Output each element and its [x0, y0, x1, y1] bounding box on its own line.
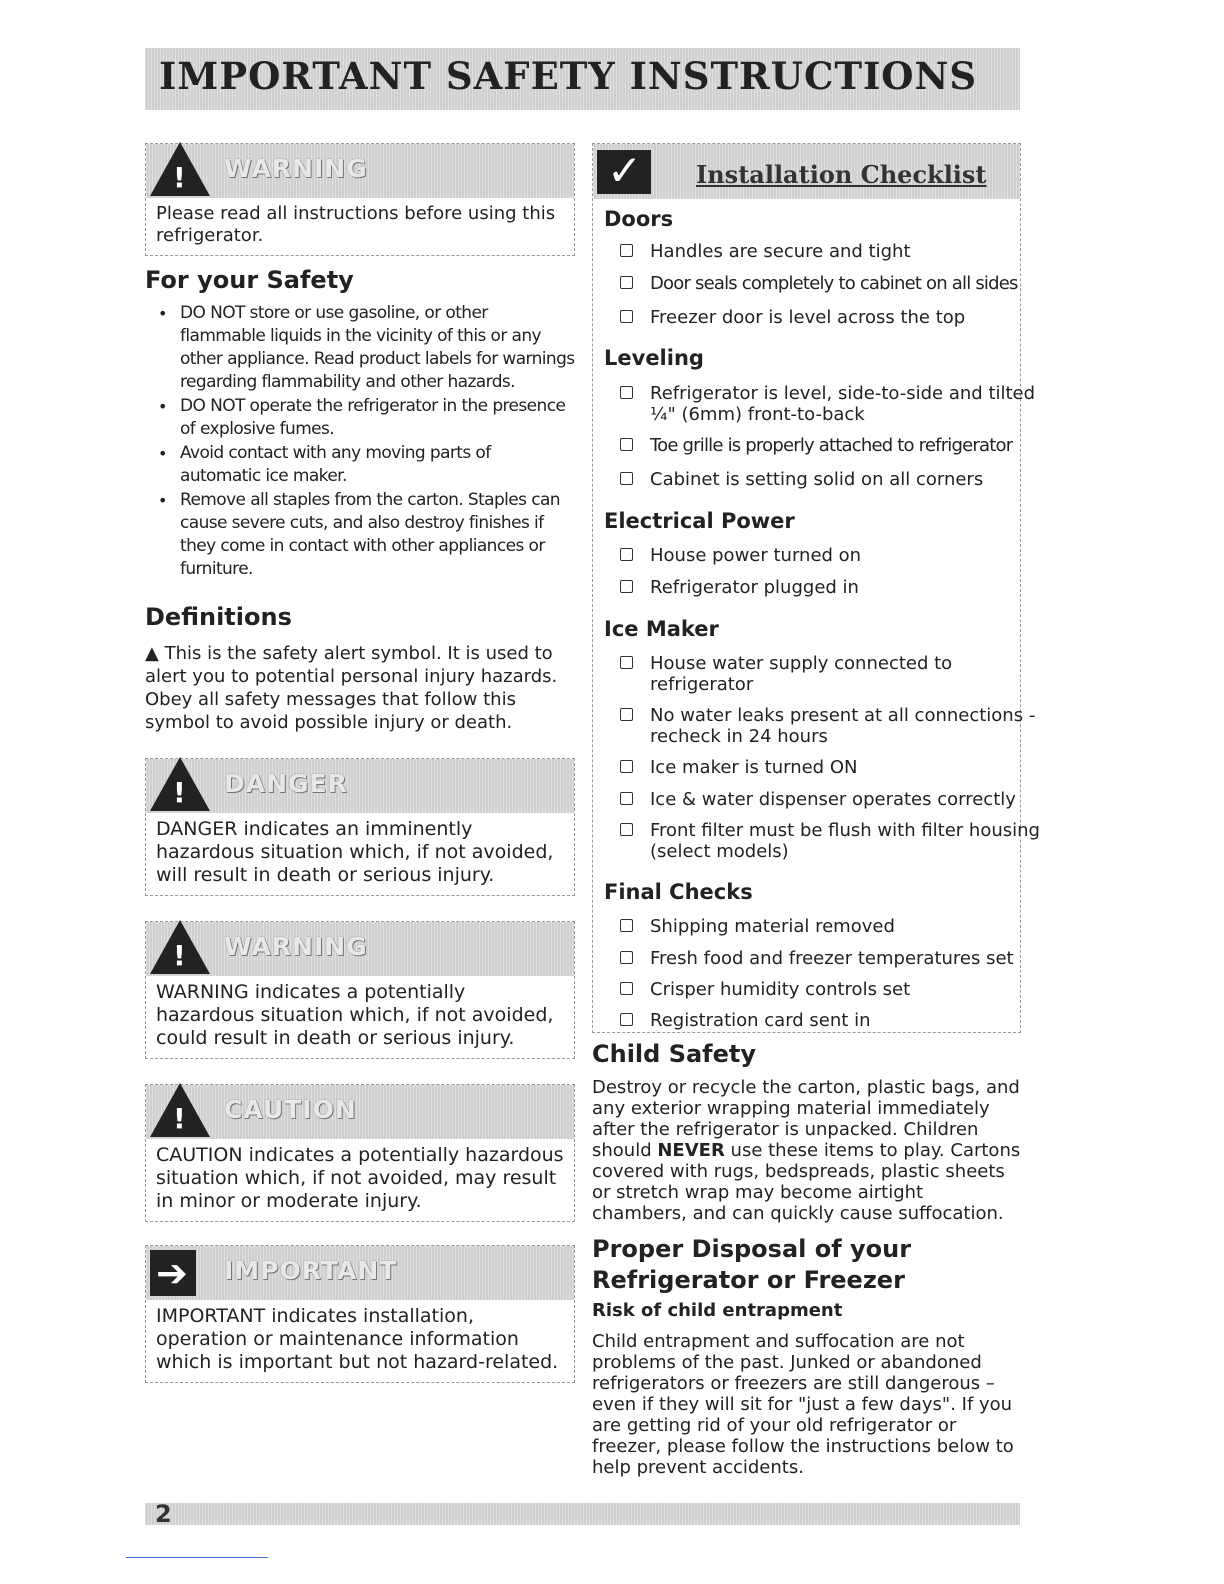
definitions-text: This is the safety alert symbol. It is used to alert you to potential personal injury hazards. Obey all safety messages that follow this symbol to avoid possible injury or death.: [145, 643, 558, 733]
checkbox-icon: [620, 792, 633, 805]
final-checks-heading: Final Checks: [604, 880, 753, 904]
checklist-item: Crisper humidity controls set: [620, 979, 1045, 1000]
checklist-item: No water leaks present at all connections - recheck in 24 hours: [620, 705, 1045, 747]
checkmark-box-icon: ✓: [597, 150, 651, 194]
checkbox-icon: [620, 276, 633, 289]
disposal-heading-line1: Proper Disposal of your: [592, 1235, 912, 1263]
checklist-item: Ice & water dispenser operates correctly: [620, 789, 1045, 810]
exclamation-icon: !: [173, 776, 186, 809]
entrapment-subheading: Risk of child entrapment: [592, 1300, 843, 1321]
page-title: IMPORTANT SAFETY INSTRUCTIONS: [159, 54, 978, 98]
disposal-heading-line2: Refrigerator or Freezer: [592, 1266, 905, 1294]
safety-item: • DO NOT store or use gasoline, or other flammable liquids in the vicinity of this or any other appliance. Read product labels for warnings regarding flammability and other hazards.: [150, 302, 575, 394]
checklist-item: Freezer door is level across the top: [620, 307, 1045, 328]
ice-maker-heading: Ice Maker: [604, 617, 719, 641]
important-text: IMPORTANT indicates installation, operation or maintenance information which is important but not hazard-related.: [156, 1305, 559, 1373]
safety-item: • DO NOT operate the refrigerator in the presence of explosive fumes.: [150, 395, 575, 441]
electrical-heading: Electrical Power: [604, 509, 795, 533]
checklist-item: Shipping material removed: [620, 916, 1045, 937]
important-banner: [146, 1246, 574, 1300]
caution-banner: [146, 1085, 574, 1139]
checklist-item: Handles are secure and tight: [620, 241, 1045, 262]
doors-heading: Doors: [604, 207, 674, 231]
safety-item: • Avoid contact with any moving parts of automatic ice maker.: [150, 442, 575, 488]
checklist-item: Toe grille is properly attached to refrigerator: [620, 435, 1045, 456]
checklist-item: Refrigerator plugged in: [620, 577, 1045, 598]
danger-banner: [146, 759, 574, 813]
safety-heading: For your Safety: [145, 266, 354, 294]
warning-box: [145, 921, 575, 1059]
warning-banner: [146, 144, 574, 198]
leveling-heading: Leveling: [604, 346, 704, 370]
checkbox-icon: [620, 982, 633, 995]
warning-banner: [146, 922, 574, 976]
page-number: 2: [155, 1500, 172, 1528]
checkbox-icon: [620, 580, 633, 593]
caution-text: CAUTION indicates a potentially hazardous situation which, if not avoided, may result in minor or moderate injury.: [156, 1144, 564, 1212]
footer-band: [145, 1500, 1020, 1528]
child-safety-paragraph: Destroy or recycle the carton, plastic bags, and any exterior wrapping material immediately after the refrigerator is unpacked. Children should NEVER use these items to play. Cartons covered with rugs, bedspreads, plastic sheets or stretch wrap may become airtight chambers, and can quickly cause suffocation.: [592, 1077, 1021, 1224]
warning-notice-box: [145, 143, 575, 256]
checklist-item: Door seals completely to cabinet on all sides: [620, 273, 1045, 294]
warning-label: WARNING: [224, 154, 368, 183]
checkbox-icon: [620, 244, 633, 257]
danger-box: [145, 758, 575, 896]
checklist-item: House power turned on: [620, 545, 1045, 566]
warning-definition-text: WARNING indicates a potentially hazardous situation which, if not avoided, could result in death or serious injury.: [156, 981, 554, 1049]
checklist-banner: [593, 144, 1020, 199]
installation-checklist: [592, 143, 1040, 1033]
warning-label: WARNING: [224, 932, 368, 961]
danger-label: DANGER: [224, 769, 348, 798]
checklist-item: Registration card sent in: [620, 1010, 1045, 1031]
checklist-item: Ice maker is turned ON: [620, 757, 1045, 778]
safety-list: [150, 302, 575, 582]
checkbox-icon: [620, 548, 633, 561]
checkbox-icon: [620, 951, 633, 964]
caution-label: CAUTION: [224, 1095, 357, 1124]
definitions-heading: Definitions: [145, 603, 292, 631]
definitions-paragraph: [145, 642, 570, 734]
checklist-item: Cabinet is setting solid on all corners: [620, 469, 1045, 490]
exclamation-icon: !: [173, 161, 186, 194]
checklist-item: Refrigerator is level, side-to-side and tilted ¼" (6mm) front-to-back: [620, 383, 1045, 425]
title-banner: [145, 48, 1020, 110]
checkbox-icon: [620, 708, 633, 721]
checkbox-icon: [620, 386, 633, 399]
checklist-item: Fresh food and freezer temperatures set: [620, 948, 1045, 969]
divider-line: [126, 1557, 268, 1558]
safety-item: • Remove all staples from the carton. Staples can cause severe cuts, and also destroy finishes if they come in contact with other appliances or furniture.: [150, 489, 575, 581]
caution-box: [145, 1084, 575, 1222]
exclamation-icon: !: [173, 1102, 186, 1135]
checkbox-icon: [620, 438, 633, 451]
danger-text: DANGER indicates an imminently hazardous situation which, if not avoided, will result in death or serious injury.: [156, 818, 554, 886]
checkbox-icon: [620, 310, 633, 323]
important-label: IMPORTANT: [224, 1256, 398, 1285]
checkbox-icon: [620, 823, 633, 836]
warning-text: Please read all instructions before using this refrigerator.: [156, 203, 556, 246]
checklist-item: Front filter must be flush with filter housing (select models): [620, 820, 1045, 862]
checkbox-icon: [620, 656, 633, 669]
exclamation-icon: !: [173, 939, 186, 972]
checklist-title: Installation Checklist: [696, 160, 987, 189]
checkbox-icon: [620, 919, 633, 932]
safety-alert-icon: ▲: [145, 643, 159, 664]
child-safety-heading: Child Safety: [592, 1040, 757, 1068]
checkbox-icon: [620, 760, 633, 773]
checkbox-icon: [620, 1013, 633, 1026]
never-emphasis: NEVER: [657, 1140, 725, 1161]
important-box: [145, 1245, 575, 1383]
disposal-text: Child entrapment and suffocation are not problems of the past. Junked or abandoned refrigerators or freezers are still dangerous – even if they will sit for "just a few days". If you are getting rid of your old refrigerator or freezer, please follow the instructions below to help prevent accidents.: [592, 1331, 1014, 1478]
checkbox-icon: [620, 472, 633, 485]
arrow-box-icon: ➔: [150, 1250, 196, 1296]
checklist-item: House water supply connected to refrigerator: [620, 653, 1045, 695]
